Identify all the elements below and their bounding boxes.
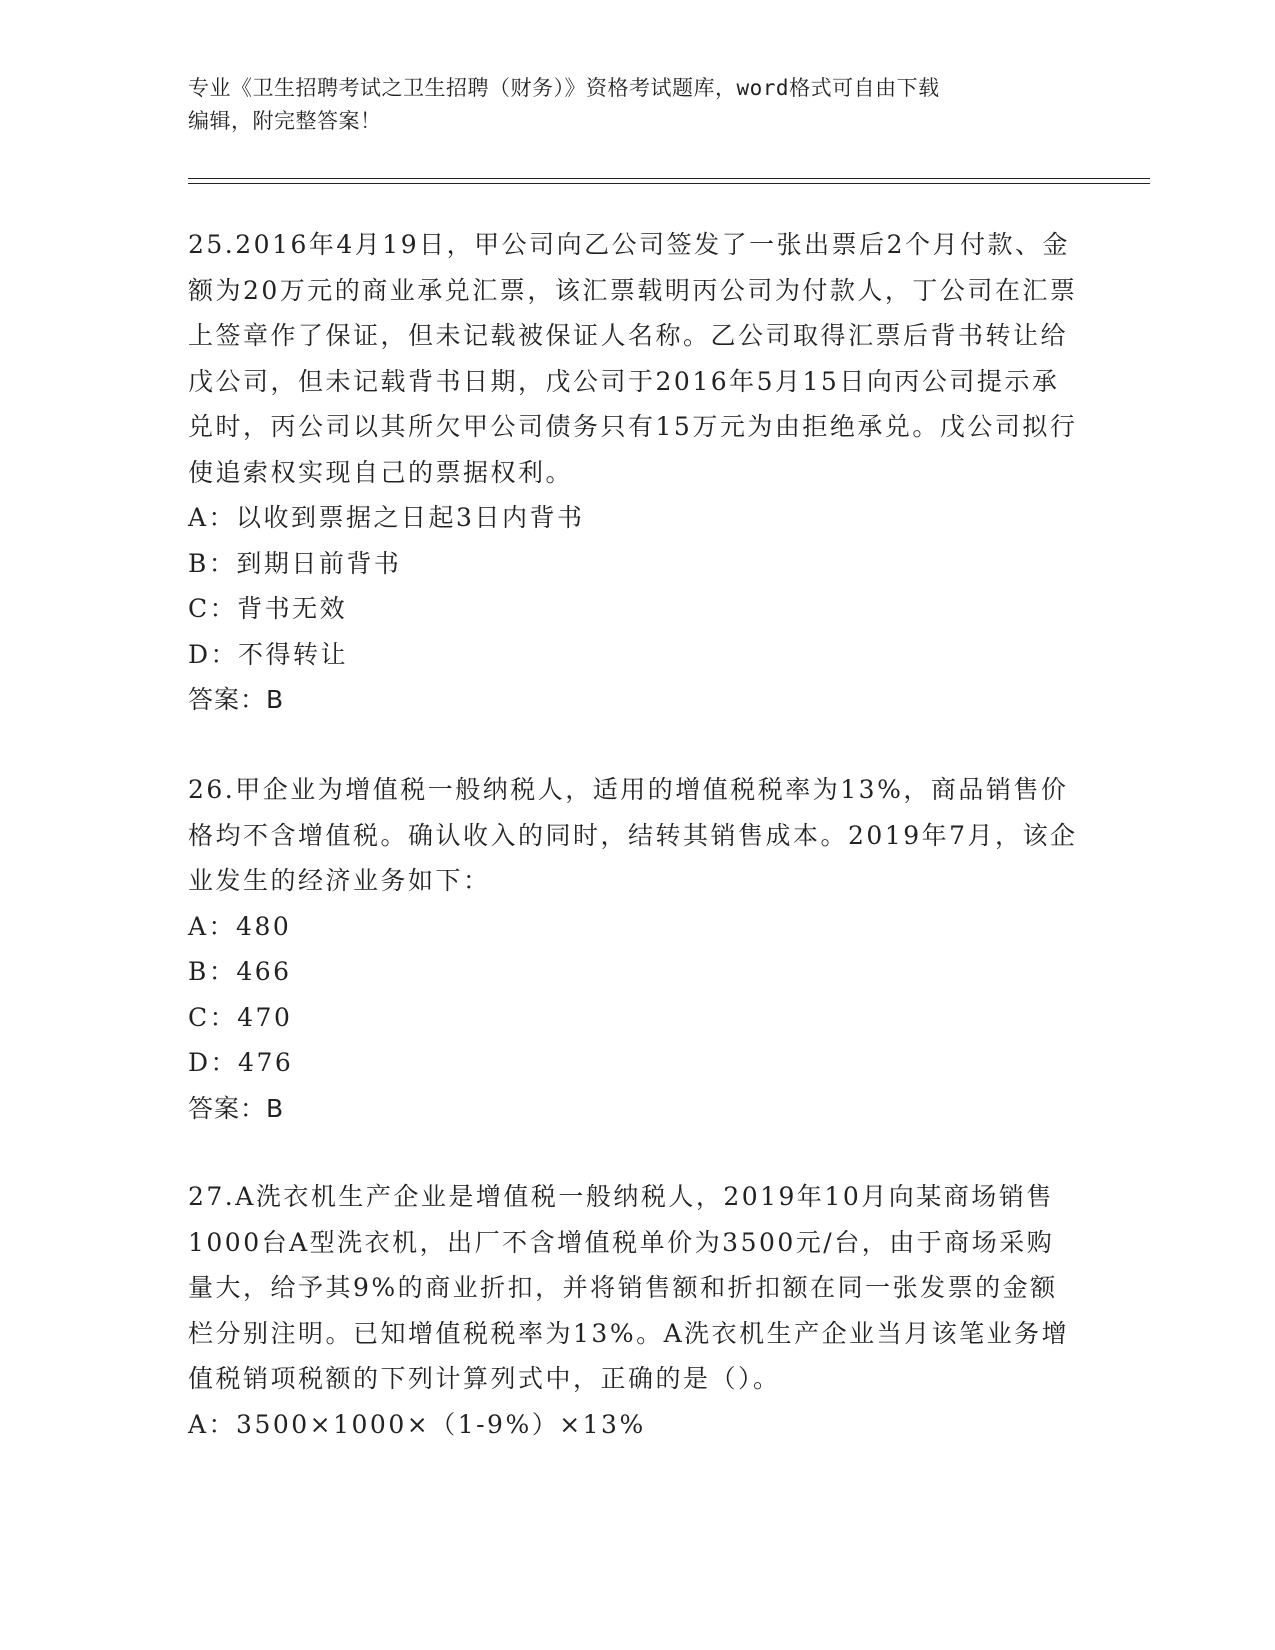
- document-header: [188, 72, 1068, 138]
- header-line-1: 专业《卫生招聘考试之卫生招聘（财务）》资格考试题库，word格式可自由下载: [188, 76, 940, 100]
- question-26: [188, 767, 1078, 1131]
- option-d: D：不得转让: [188, 639, 349, 669]
- option-c: C：背书无效: [188, 594, 348, 623]
- option-c: C：470: [188, 1002, 293, 1032]
- option-a: A：3500×1000×（1-9%）×13%: [188, 1409, 646, 1439]
- question-stem: 26.甲企业为增值税一般纳税人，适用的增值税税率为13%，商品销售价格均不含增值税。确认收入的同时，结转其销售成本。2019年7月，该企业发生的经济业务如下：: [188, 775, 1078, 895]
- header-divider-bottom: [188, 183, 1150, 184]
- question-stem: 27.A洗衣机生产企业是增值税一般纳税人，2019年10月向某商场销售1000台A型洗衣机，出厂不含增值税单价为3500元/台，由于商场采购量大，给予其9%的商业折扣，并将销售额和折扣额在同一张发票的金额栏分别注明。已知增值税税率为13%。A洗衣机生产企业当月该笔业务增值税销项税额的下列计算列式中，正确的是（）。: [188, 1182, 1070, 1393]
- question-27: [188, 1174, 1078, 1447]
- question-stem: 25.2016年4月19日，甲公司向乙公司签发了一张出票后2个月付款、金额为20万元的商业承兑汇票，该汇票载明丙公司为付款人，丁公司在汇票上签章作了保证，但未记载被保证人名称。乙公司取得汇票后背书转让给戊公司，但未记载背书日期，戊公司于2016年5月15日向丙公司提示承兑时，丙公司以其所欠甲公司债务只有15万元为由拒绝承兑。戊公司拟行使追索权实现自己的票据权利。: [188, 230, 1078, 487]
- option-a: A：480: [188, 911, 292, 941]
- header-line-2: 编辑，附完整答案！: [188, 109, 382, 133]
- answer-line: 答案：B: [188, 685, 285, 714]
- option-b: B：466: [188, 957, 292, 986]
- option-a: A：以收到票据之日起3日内背书: [188, 503, 585, 532]
- answer-line: 答案：B: [188, 1093, 285, 1123]
- option-b: B：到期日前背书: [188, 548, 402, 578]
- question-25: [188, 222, 1078, 723]
- option-d: D：476: [188, 1048, 294, 1077]
- header-divider-top: [188, 178, 1150, 179]
